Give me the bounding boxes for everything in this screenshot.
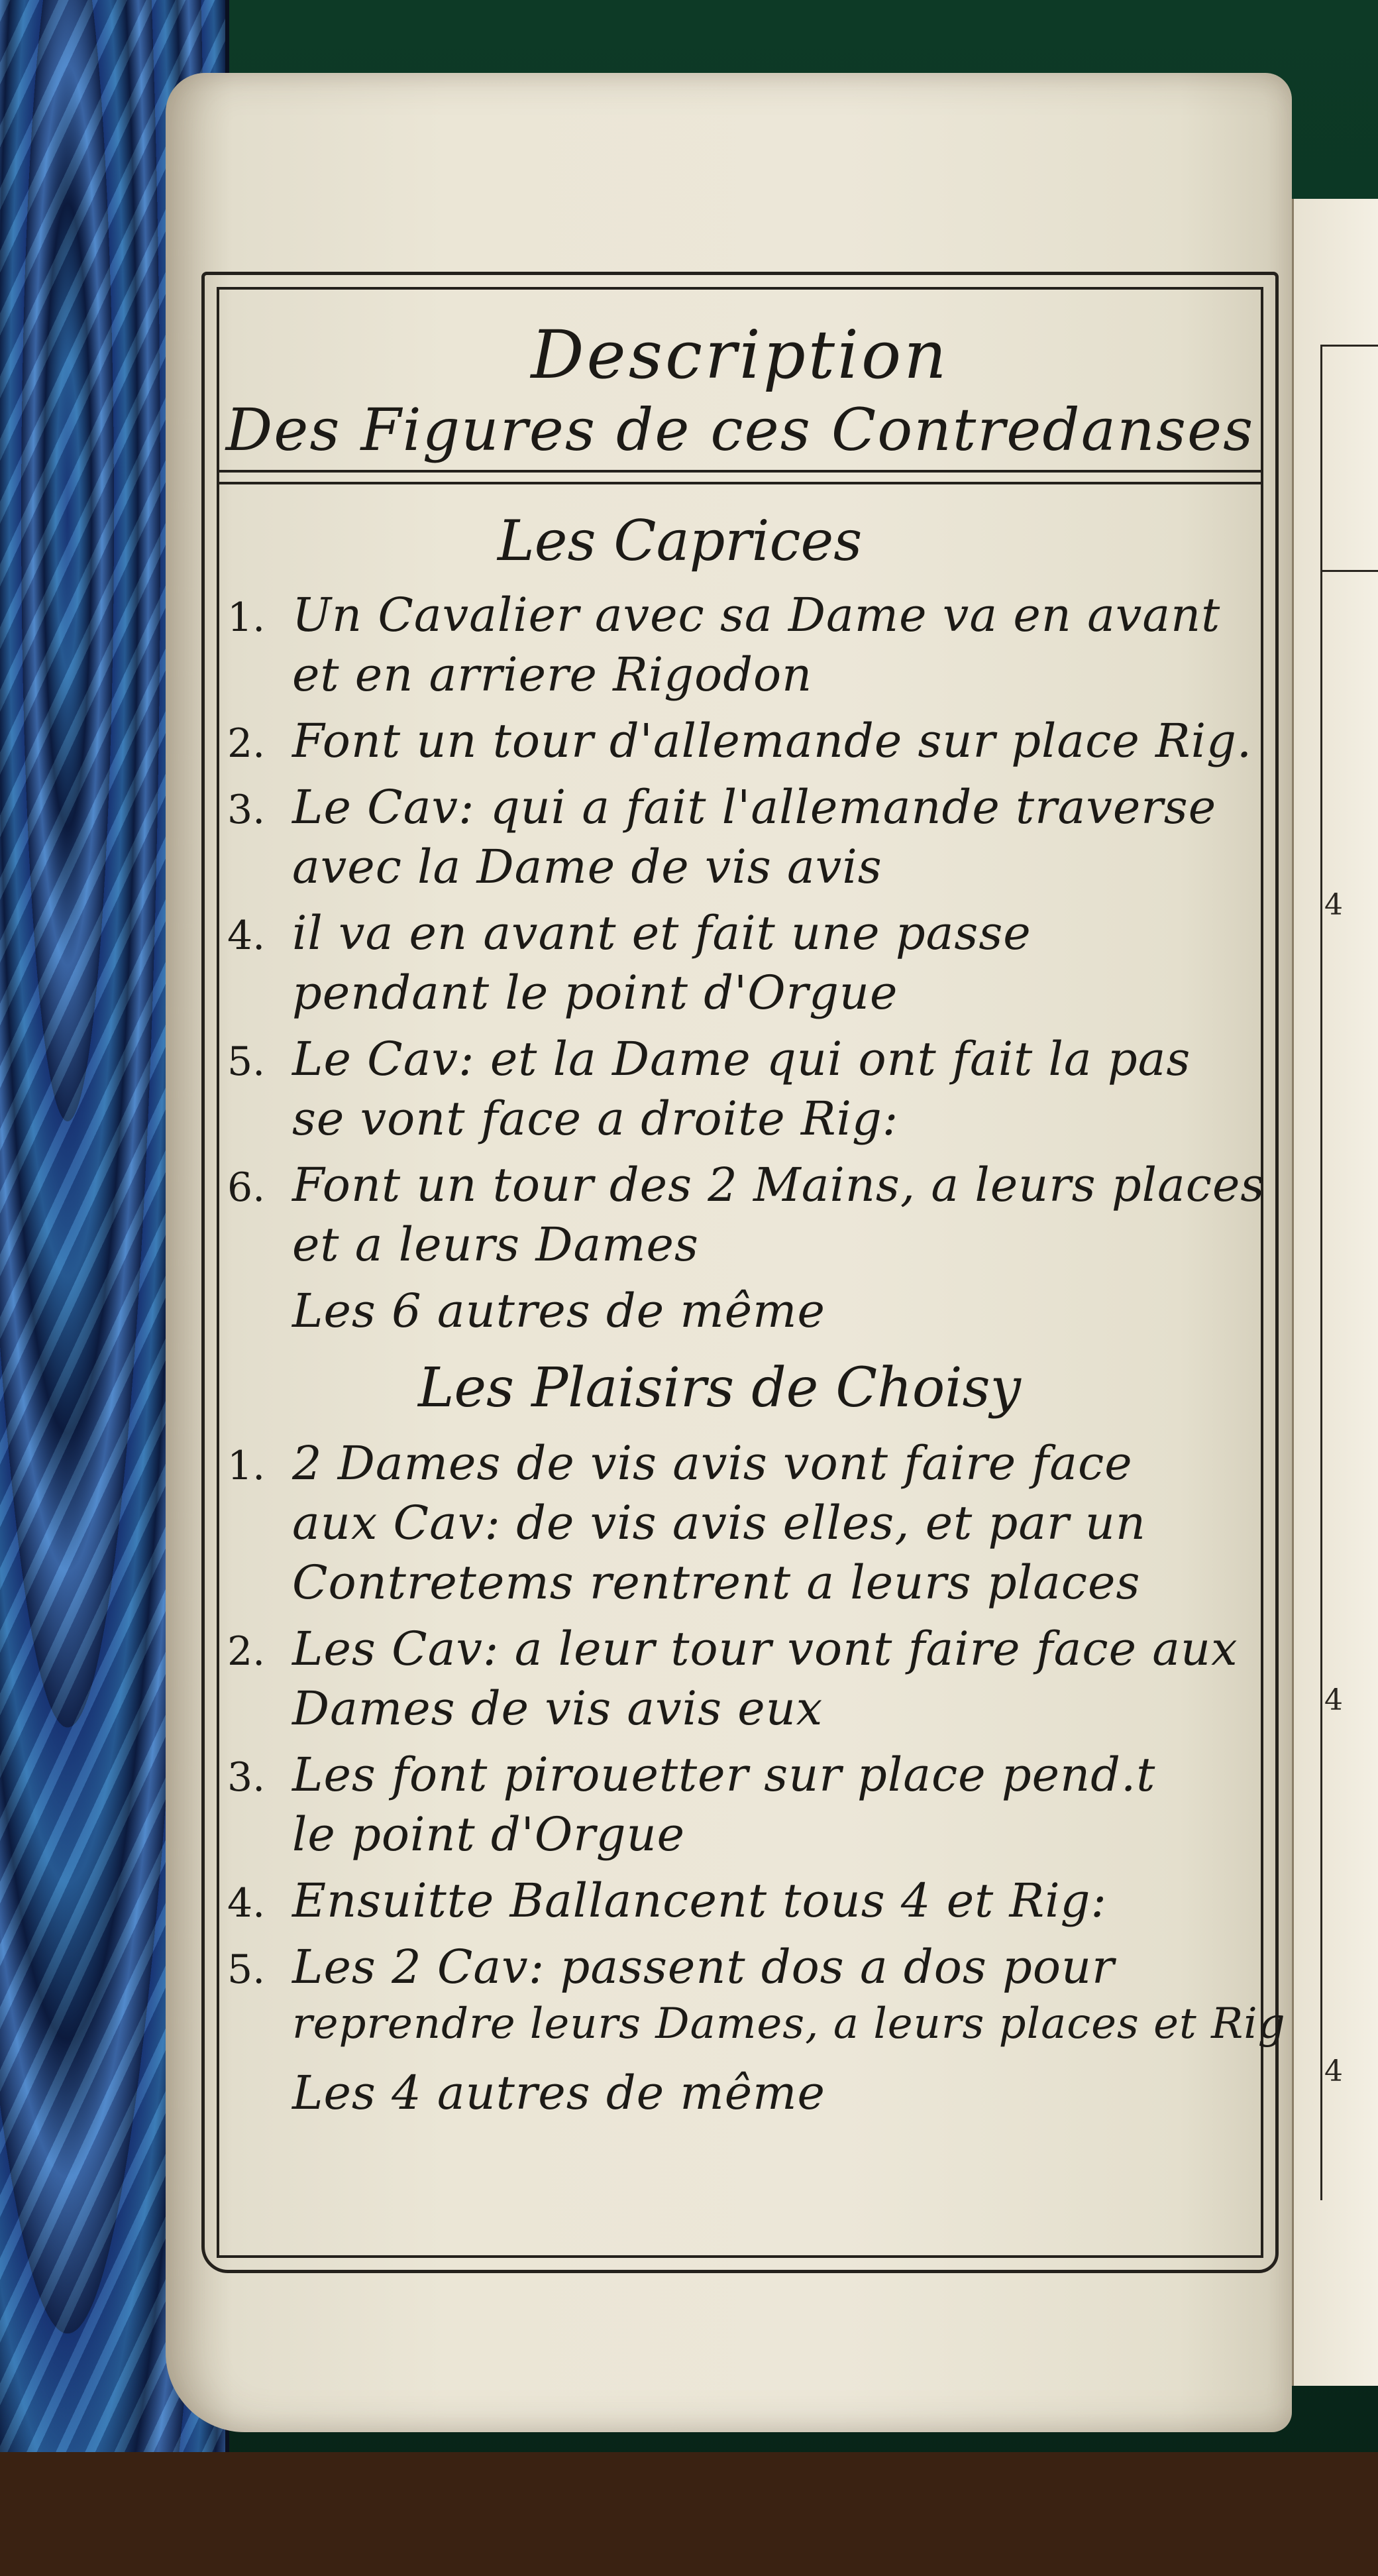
figure-line: le point d'Orgue <box>292 1807 686 1862</box>
figure-line: Le Cav: et la Dame qui ont fait la pas <box>292 1032 1191 1086</box>
book-page <box>166 73 1292 2432</box>
figure-line: il va en avant et fait une passe <box>292 906 1032 960</box>
page-frame-inner <box>217 287 1286 2258</box>
figure-number: 3. <box>227 1754 266 1801</box>
figure-line: et en arriere Rigodon <box>292 647 813 702</box>
figure-line: Le Cav: qui a fait l'allemande traverse <box>292 780 1217 834</box>
adjacent-page-rule <box>1320 570 1378 572</box>
figure-line: reprendre leurs Dames, a leurs places et Rig <box>292 1999 1286 2048</box>
adjacent-page-number: 4 <box>1324 2054 1343 2088</box>
figure-line: se vont face a droite Rig: <box>292 1092 899 1146</box>
figure-line: Les font pirouetter sur place pend.t <box>292 1748 1156 1802</box>
figure-line: 2 Dames de vis avis vont faire face <box>292 1436 1133 1490</box>
figure-number: 6. <box>227 1164 266 1211</box>
page-title: Description <box>531 316 949 394</box>
figure-line: Un Cavalier avec sa Dame va en avant <box>292 588 1221 642</box>
figure-line: Les Cav: a leur tour vont faire face aux <box>292 1622 1238 1676</box>
figure-line: Dames de vis avis eux <box>292 1681 823 1736</box>
adjacent-page-border <box>1320 345 1322 2200</box>
figure-line: et a leurs Dames <box>292 1217 699 1272</box>
figure-line: pendant le point d'Orgue <box>292 966 898 1020</box>
figure-number: 4. <box>227 1880 266 1927</box>
section-title: Les Plaisirs de Choisy <box>418 1357 1021 1420</box>
page-content <box>219 482 1286 2255</box>
adjacent-page-number: 4 <box>1324 888 1343 922</box>
bottom-surface <box>0 2452 1378 2576</box>
section-closing: Les 4 autres de même <box>292 2066 825 2120</box>
adjacent-page <box>1292 199 1378 2386</box>
figure-line: Font un tour d'allemande sur place Rig. <box>292 714 1253 768</box>
figure-line: Font un tour des 2 Mains, a leurs places <box>292 1158 1265 1212</box>
figure-number: 5. <box>227 1946 266 1993</box>
figure-number: 1. <box>227 1443 266 1489</box>
page-frame-outer <box>201 272 1286 2273</box>
figure-number: 2. <box>227 1628 266 1675</box>
figure-line: Contretems rentrent a leurs places <box>292 1555 1141 1610</box>
adjacent-page-number: 4 <box>1324 1683 1343 1717</box>
section-title: Les Caprices <box>498 508 863 573</box>
figure-number: 5. <box>227 1038 266 1085</box>
figure-line: aux Cav: de vis avis elles, et par un <box>292 1496 1146 1550</box>
figure-number: 3. <box>227 787 266 833</box>
figure-number: 2. <box>227 720 266 767</box>
figure-line: Ensuitte Ballancent tous 4 et Rig: <box>292 1874 1107 1928</box>
figure-number: 1. <box>227 594 266 641</box>
page-subtitle: Des Figures de ces Contredanses <box>225 396 1255 464</box>
title-box <box>219 290 1261 484</box>
figure-number: 4. <box>227 913 266 959</box>
figure-line: avec la Dame de vis avis <box>292 840 882 894</box>
section-closing: Les 6 autres de même <box>292 1284 825 1338</box>
adjacent-page-rule <box>1320 345 1378 347</box>
figure-line: Les 2 Cav: passent dos a dos pour <box>292 1940 1115 1994</box>
